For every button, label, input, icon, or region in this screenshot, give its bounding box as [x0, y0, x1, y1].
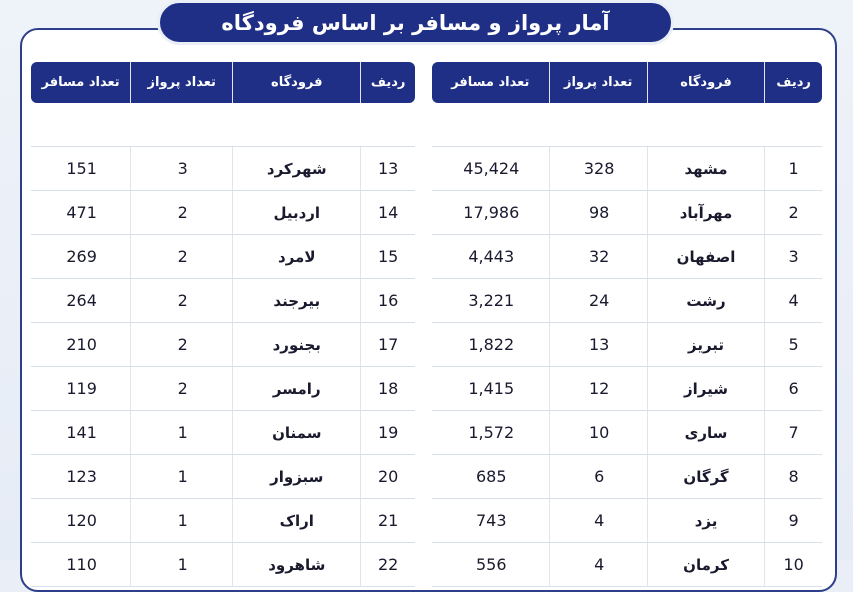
flights-cell: 1: [131, 411, 233, 455]
table-row: [31, 411, 415, 455]
airport-cell: رشت: [648, 279, 766, 323]
airport-cell: رامسر: [233, 367, 361, 411]
table-row: [31, 235, 415, 279]
header-passengers: تعداد مسافر: [31, 62, 131, 103]
passengers-cell: 119: [31, 367, 131, 411]
table-header-row: [31, 62, 415, 103]
row-number-cell: 13: [361, 147, 415, 191]
table-header-row: [432, 62, 822, 103]
passengers-cell: 264: [31, 279, 131, 323]
airport-cell: اصفهان: [648, 235, 766, 279]
row-number-cell: 22: [361, 543, 415, 587]
passengers-cell: 1,572: [432, 411, 550, 455]
row-number-cell: 7: [765, 411, 822, 455]
airport-cell: کرمان: [648, 543, 766, 587]
row-number-cell: 16: [361, 279, 415, 323]
stats-table-left: [31, 62, 415, 587]
passengers-cell: 4,443: [432, 235, 550, 279]
passengers-cell: 17,986: [432, 191, 550, 235]
flights-cell: 6: [550, 455, 648, 499]
flights-cell: 24: [550, 279, 648, 323]
header-flights: تعداد پرواز: [550, 62, 648, 103]
passengers-cell: 556: [432, 543, 550, 587]
airport-cell: ساری: [648, 411, 766, 455]
row-number-cell: 15: [361, 235, 415, 279]
table-row: [31, 455, 415, 499]
header-row-number: ردیف: [361, 62, 415, 103]
flights-cell: 2: [131, 191, 233, 235]
row-number-cell: 9: [765, 499, 822, 543]
passengers-cell: 210: [31, 323, 131, 367]
row-number-cell: 19: [361, 411, 415, 455]
header-passengers: تعداد مسافر: [432, 62, 550, 103]
flights-cell: 10: [550, 411, 648, 455]
table-row: [31, 279, 415, 323]
table-row: [432, 147, 822, 191]
airport-cell: اراک: [233, 499, 361, 543]
table-body-right: [432, 103, 822, 587]
flights-cell: 12: [550, 367, 648, 411]
flights-cell: 2: [131, 323, 233, 367]
table-row: [31, 367, 415, 411]
passengers-cell: 120: [31, 499, 131, 543]
table-row: [31, 543, 415, 587]
airport-cell: یزد: [648, 499, 766, 543]
flights-cell: 4: [550, 499, 648, 543]
flights-cell: 328: [550, 147, 648, 191]
table-row: [31, 191, 415, 235]
table-row: [432, 499, 822, 543]
row-number-cell: 2: [765, 191, 822, 235]
row-number-cell: 5: [765, 323, 822, 367]
flights-cell: 2: [131, 279, 233, 323]
flights-cell: 13: [550, 323, 648, 367]
airport-cell: سمنان: [233, 411, 361, 455]
table-row: [432, 411, 822, 455]
table-row: [432, 279, 822, 323]
row-number-cell: 4: [765, 279, 822, 323]
header-flights: تعداد پرواز: [131, 62, 233, 103]
table-row: [31, 323, 415, 367]
page-title: آمار پرواز و مسافر بر اساس فرودگاه: [157, 0, 674, 45]
flights-cell: 1: [131, 543, 233, 587]
table-row: [31, 499, 415, 543]
airport-cell: شیراز: [648, 367, 766, 411]
airport-cell: تبریز: [648, 323, 766, 367]
row-number-cell: 10: [765, 543, 822, 587]
table-body-left: [31, 103, 415, 587]
airport-cell: مهرآباد: [648, 191, 766, 235]
airport-cell: مشهد: [648, 147, 766, 191]
flights-cell: 3: [131, 147, 233, 191]
row-number-cell: 3: [765, 235, 822, 279]
passengers-cell: 1,822: [432, 323, 550, 367]
flights-cell: 4: [550, 543, 648, 587]
passengers-cell: 123: [31, 455, 131, 499]
header-airport: فرودگاه: [648, 62, 766, 103]
table-row: [432, 367, 822, 411]
flights-cell: 32: [550, 235, 648, 279]
row-number-cell: 21: [361, 499, 415, 543]
table-row: [432, 323, 822, 367]
row-number-cell: 18: [361, 367, 415, 411]
passengers-cell: 3,221: [432, 279, 550, 323]
table-row: [432, 455, 822, 499]
flights-cell: 98: [550, 191, 648, 235]
row-number-cell: 17: [361, 323, 415, 367]
row-number-cell: 8: [765, 455, 822, 499]
row-number-cell: 1: [765, 147, 822, 191]
table-row: [432, 191, 822, 235]
header-airport: فرودگاه: [233, 62, 361, 103]
passengers-cell: 110: [31, 543, 131, 587]
airport-cell: بیرجند: [233, 279, 361, 323]
row-number-cell: 20: [361, 455, 415, 499]
table-row: [432, 235, 822, 279]
passengers-cell: 269: [31, 235, 131, 279]
table-row: [31, 147, 415, 191]
table-row: [432, 543, 822, 587]
airport-cell: لامرد: [233, 235, 361, 279]
airport-cell: اردبیل: [233, 191, 361, 235]
passengers-cell: 141: [31, 411, 131, 455]
flights-cell: 2: [131, 235, 233, 279]
flights-cell: 2: [131, 367, 233, 411]
row-number-cell: 6: [765, 367, 822, 411]
passengers-cell: 471: [31, 191, 131, 235]
airport-cell: سبزوار: [233, 455, 361, 499]
flights-cell: 1: [131, 455, 233, 499]
passengers-cell: 45,424: [432, 147, 550, 191]
stats-table-right: [432, 62, 822, 587]
airport-cell: بجنورد: [233, 323, 361, 367]
flights-cell: 1: [131, 499, 233, 543]
row-number-cell: 14: [361, 191, 415, 235]
passengers-cell: 151: [31, 147, 131, 191]
passengers-cell: 685: [432, 455, 550, 499]
passengers-cell: 1,415: [432, 367, 550, 411]
airport-cell: شهرکرد: [233, 147, 361, 191]
passengers-cell: 743: [432, 499, 550, 543]
header-row-number: ردیف: [765, 62, 822, 103]
airport-cell: گرگان: [648, 455, 766, 499]
airport-cell: شاهرود: [233, 543, 361, 587]
